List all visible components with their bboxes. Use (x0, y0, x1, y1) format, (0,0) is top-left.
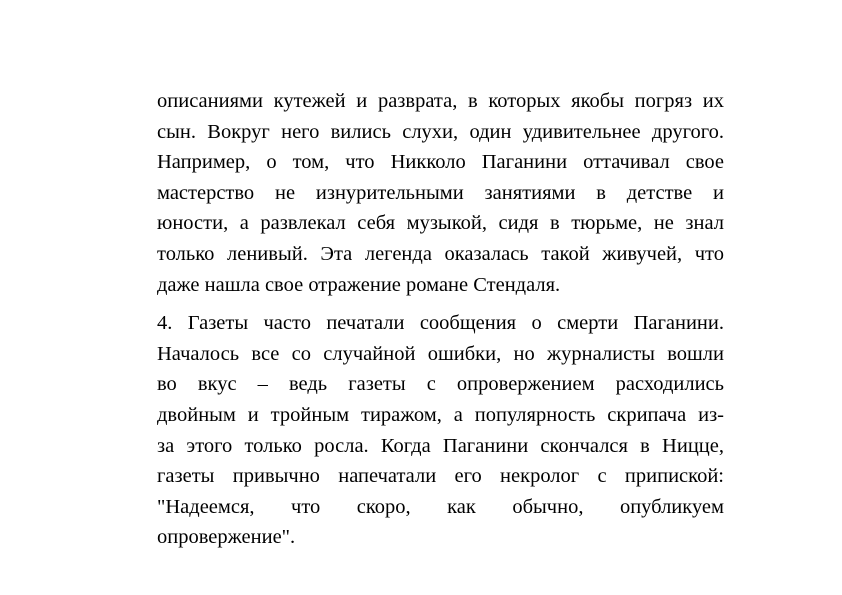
text-line: юности, а развлекал себя музыкой, сидя в тюрьме, не знал (157, 212, 724, 235)
text-line: сын. Вокруг него вились слухи, один удивительнее другого. (157, 120, 724, 143)
text-line: мастерство не изнурительными занятиями в детстве и (157, 181, 724, 204)
text-line: только ленивый. Эта легенда оказалась такой живучей, что (157, 242, 724, 265)
text-line: "Надеемся, что скоро, как обычно, опубликуем (157, 495, 724, 518)
paragraph-2 (157, 308, 724, 553)
text-line: за этого только росла. Когда Паганини скончался в Ницце, (157, 434, 724, 457)
text-line: во вкус – ведь газеты с опровержением расходились (157, 373, 724, 396)
text-line: двойным и тройным тиражом, а популярность скрипача из- (157, 403, 724, 426)
text-block (157, 86, 724, 553)
paragraph-1 (157, 86, 724, 300)
text-line: опровержение". (157, 526, 296, 549)
text-line: 4. Газеты часто печатали сообщения о смерти Паганини. (157, 312, 724, 335)
text-line: газеты привычно напечатали его некролог с припиской: (157, 465, 724, 488)
text-line: даже нашла свое отражение романе Стендаля. (157, 273, 561, 296)
text-line: Например, о том, что Никколо Паганини оттачивал свое (157, 151, 724, 174)
text-line: Началось все со случайной ошибки, но журналисты вошли (157, 342, 724, 365)
text-line: описаниями кутежей и разврата, в которых якобы погряз их (157, 90, 724, 112)
